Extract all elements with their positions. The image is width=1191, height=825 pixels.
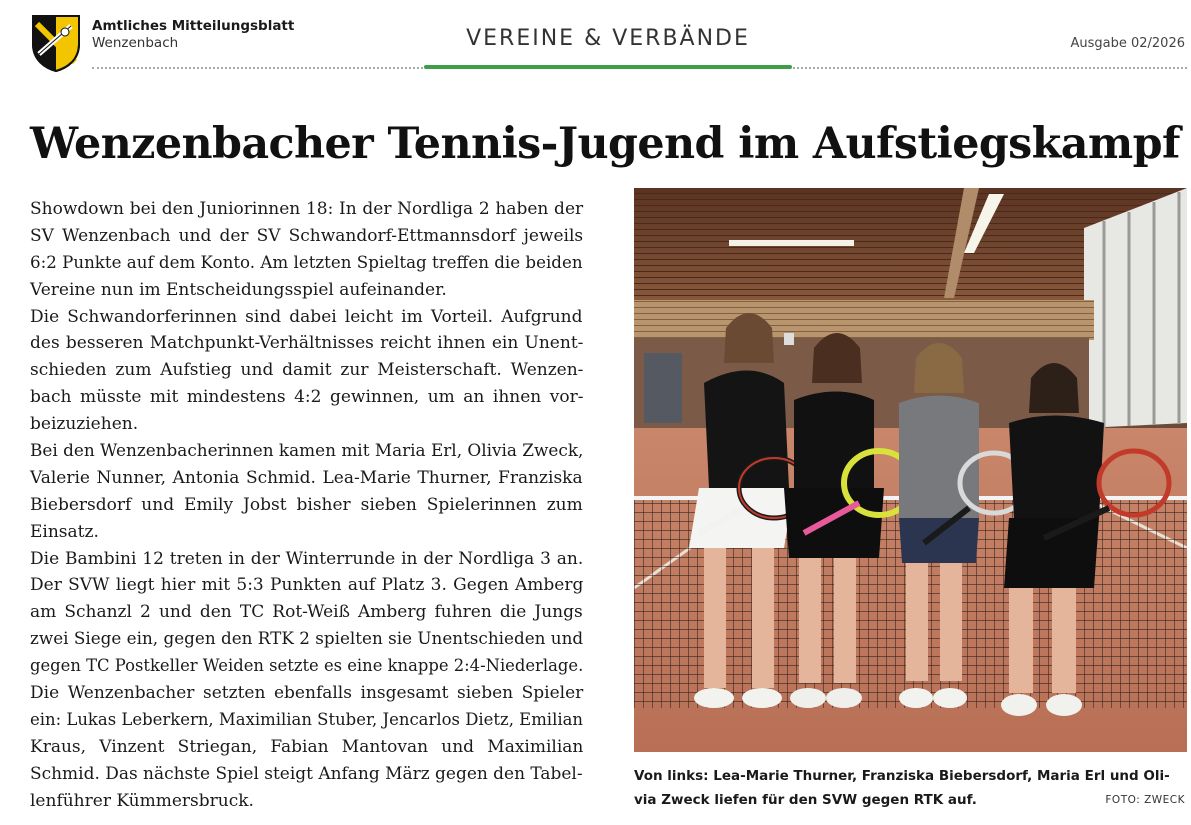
body-line: zwei Siege ein, gegen den RTK 2 spielten sie Unentschieden und: [30, 629, 584, 650]
issue-number: Ausgabe 02/2026: [1070, 36, 1185, 51]
photo-credit: FOTO: ZWECK: [1105, 794, 1185, 806]
body-line: des besseren Matchpunkt-Verhältnisses reicht ihnen ein Unent-: [30, 333, 584, 354]
section-accent-bar: [424, 65, 792, 69]
article-photo: [634, 188, 1187, 752]
body-line: Schmid. Das nächste Spiel steigt Anfang März gegen den Tabel-: [30, 763, 583, 784]
body-line: ein: Lukas Leberkern, Maximilian Stuber, Jencarlos Dietz, Emilian: [30, 709, 584, 730]
body-line: Biebersdorf und Emily Jobst bisher sieben Spielerinnen zum: [30, 494, 583, 515]
body-line: Vereine nun im Entscheidungsspiel aufeinander.: [30, 279, 447, 300]
body-line: beizuziehen.: [30, 414, 139, 435]
crest-icon: [31, 14, 81, 72]
body-line: lenführer Kümmersbruck.: [30, 790, 254, 811]
body-line: gegen TC Postkeller Weiden setzte es eine knappe 2:4-Niederlage.: [30, 656, 584, 677]
body-line: am Schanzl 2 und den TC Rot-Weiß Amberg fuhren die Jungs: [30, 602, 583, 623]
body-line: Einsatz.: [30, 521, 99, 542]
body-line: schieden zum Aufstieg und damit zur Meisterschaft. Wenzen-: [30, 360, 584, 381]
body-line: Die Schwandorferinnen sind dabei leicht im Vorteil. Aufgrund: [30, 306, 583, 327]
body-line: Der SVW liegt hier mit 5:3 Punkten auf Platz 3. Gegen Amberg: [30, 575, 584, 596]
article-body: [30, 196, 583, 814]
section-title: VEREINE & VERBÄNDE: [466, 26, 750, 51]
caption-line: Von links: Lea-Marie Thurner, Franziska Biebersdorf, Maria Erl und Oli-: [634, 768, 1170, 784]
team-photo-illustration: [634, 188, 1187, 752]
body-line: SV Wenzenbach und der SV Schwandorf-Ettmannsdorf jeweils: [30, 225, 584, 246]
body-line: 6:2 Punkte auf dem Konto. Am letzten Spieltag treffen die beiden: [30, 252, 583, 273]
body-line: bach müsste mit mindestens 4:2 gewinnen, um an ihnen vor-: [30, 387, 584, 408]
body-line: Die Bambini 12 treten in der Winterrunde in der Nordliga 3 an.: [30, 548, 584, 569]
body-line: Bei den Wenzenbacherinnen kamen mit Maria Erl, Olivia Zweck,: [30, 441, 584, 462]
caption-line: via Zweck liefen für den SVW gegen RTK auf.: [634, 792, 977, 808]
article-headline: Wenzenbacher Tennis-Jugend im Aufstiegskampf: [30, 119, 1180, 169]
page-header: [0, 0, 1191, 80]
body-line: Die Wenzenbacher setzten ebenfalls insgesamt sieben Spieler: [30, 683, 584, 704]
photo-caption: [634, 764, 1187, 812]
body-line: Valerie Nunner, Antonia Schmid. Lea-Marie Thurner, Franziska: [30, 467, 583, 488]
body-line: Kraus, Vinzent Striegan, Fabian Mantovan und Maximilian: [30, 736, 584, 757]
publication-place: Wenzenbach: [92, 35, 179, 51]
body-line: Showdown bei den Juniorinnen 18: In der Nordliga 2 haben der: [30, 199, 584, 219]
publication-name: Amtliches Mitteilungsblatt: [92, 18, 295, 34]
